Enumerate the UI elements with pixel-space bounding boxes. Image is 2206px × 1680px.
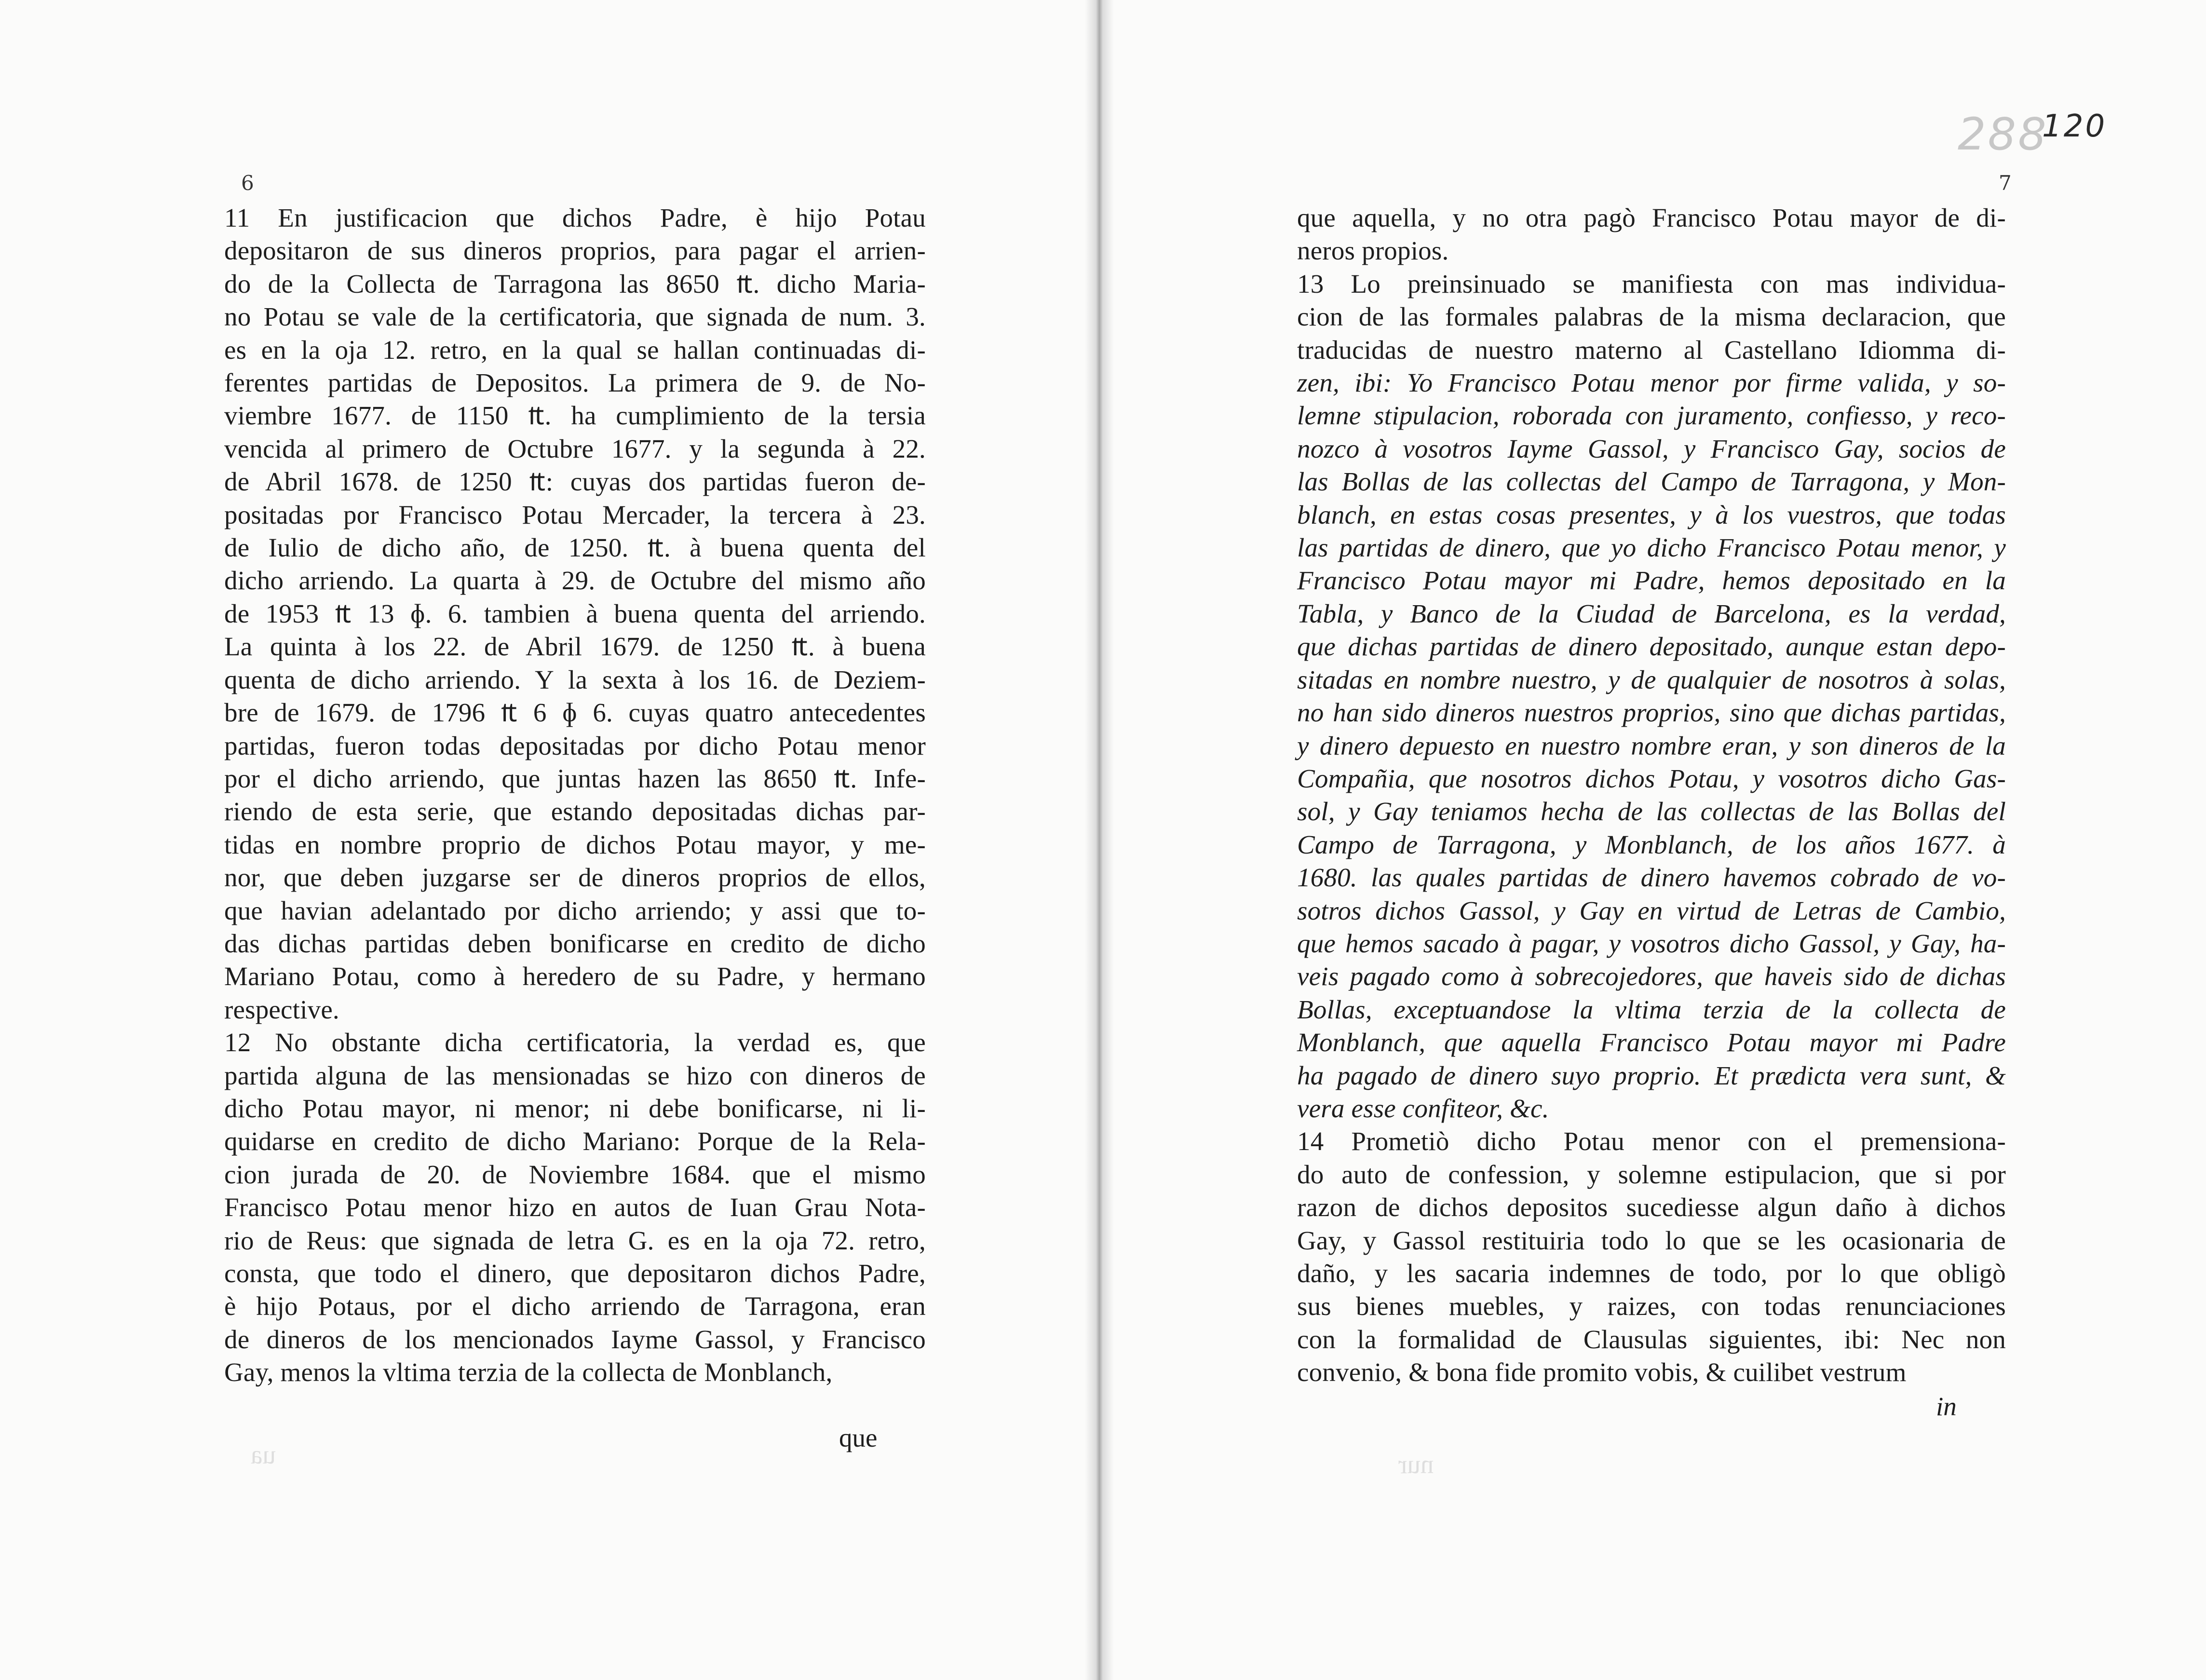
left_page-line: partidas, fueron todas depositadas por dicho Potau menor <box>224 731 926 760</box>
left_page-line: 11 En justificacion que dichos Padre, è hijo Potau <box>224 203 926 232</box>
right_page-line: y dinero depuesto en nuestro nombre eran, y son dineros de la <box>1297 731 2006 760</box>
left_page-line: 12 No obstante dicha certificatoria, la verdad es, que <box>224 1028 926 1057</box>
page-number-right: 7 <box>1999 171 2012 195</box>
book-gutter <box>1085 0 1114 1680</box>
left_page-line: respective. <box>224 994 339 1024</box>
left_page-line: de 1953 ₶ 13 ɸ. 6. tambien à buena quenta del arriendo. <box>224 598 926 628</box>
right_page-line: Monblanch, que aquella Francisco Potau mayor mi Padre <box>1297 1028 2006 1057</box>
left_page-line: no Potau se vale de la certificatoria, que signada de num. 3. <box>224 302 926 332</box>
left_page-line: quidarse en credito de dicho Mariano: Porque de la Rela- <box>224 1126 926 1156</box>
left_page-line: de Iulio de dicho año, de 1250. ₶. à buena quenta del <box>224 533 926 563</box>
right_page-line: Campo de Tarragona, y Monblanch, de los años 1677. à <box>1297 829 2006 859</box>
left_page-line: partida alguna de las mensionadas se hizo con dineros de <box>224 1060 926 1090</box>
right_page-line: que hemos sacado à pagar, y vosotros dicho Gassol, y Gay, ha- <box>1297 928 2006 958</box>
left_page-line: Gay, menos la vltima terzia de la collecta de Monblanch, <box>224 1357 833 1387</box>
page-number-left: 6 <box>241 171 254 195</box>
right_page-line: razon de dichos depositos sucediesse algun daño à dichos <box>1297 1192 2006 1222</box>
left_page-line: das dichas partidas deben bonificarse en credito de dicho <box>224 928 926 958</box>
right_page-line: sotros dichos Gassol, y Gay en virtud de Letras de Cambio, <box>1297 895 2006 925</box>
left_page-line: por el dicho arriendo, que juntas hazen las 8650 ₶. Infe- <box>224 763 926 793</box>
right_page-line: 14 Prometiò dicho Potau menor con el premensiona- <box>1297 1126 2006 1156</box>
left_page-line: positadas por Francisco Potau Mercader, la tercera à 23. <box>224 500 926 529</box>
left_page-line: cion jurada de 20. de Noviembre 1684. que el mismo <box>224 1159 926 1189</box>
right_page-line: ha pagado de dinero suyo proprio. Et prædicta vera sunt, & <box>1297 1060 2006 1090</box>
left_page-line: è hijo Potaus, por el dicho arriendo de Tarragona, eran <box>224 1291 926 1321</box>
left_page-line: es en la oja 12. retro, en la qual se hallan continuadas di- <box>224 335 926 365</box>
right_page-line: nozco à vosotros Iayme Gassol, y Francisco Gay, socios de <box>1297 434 2006 463</box>
left_page-line: nor, que deben juzgarse ser de dineros proprios de ellos, <box>224 863 926 893</box>
right_page-line: que dichas partidas de dinero depositado, aunque estan depo- <box>1297 632 2006 662</box>
right_page-line: sol, y Gay teniamos hecha de las collectas de las Bollas del <box>1297 797 2006 826</box>
right_page-line: 13 Lo preinsinuado se manifiesta con mas individua- <box>1297 269 2006 298</box>
right_page-line: vera esse confiteor, &c. <box>1297 1093 1549 1123</box>
right-page-text <box>1297 202 2006 1389</box>
right_page-line: no han sido dineros nuestros proprios, sino que dichas partidas, <box>1297 698 2006 728</box>
archive-mark-faint: 288 <box>1958 108 2048 160</box>
right_page-line: neros propios. <box>1297 236 1449 266</box>
right_page-line: traducidas de nuestro materno al Castellano Idiomma di- <box>1297 335 2006 365</box>
right_page-line: convenio, & bona fide promito vobis, & cuilibet vestrum <box>1297 1357 1907 1387</box>
left_page-line: ferentes partidas de Depositos. La primera de 9. de No- <box>224 368 926 398</box>
right_page-line: sus bienes muebles, y raizes, con todas renunciaciones <box>1297 1291 2006 1321</box>
left_page-line: depositaron de sus dineros proprios, para pagar el arrien- <box>224 236 926 266</box>
left_page-line: bre de 1679. de 1796 ₶ 6 ɸ 6. cuyas quatro antecedentes <box>224 698 926 728</box>
right_page-line: Compañia, que nosotros dichos Potau, y vosotros dicho Gas- <box>1297 763 2006 793</box>
left_page-line: rio de Reus: que signada de letra G. es en la oja 72. retro, <box>224 1225 926 1255</box>
right_page-line: do auto de confession, y solemne estipulacion, que si por <box>1297 1159 2006 1189</box>
left_page-line: vencida al primero de Octubre 1677. y la segunda à 22. <box>224 434 926 463</box>
right_page-line: Tabla, y Banco de la Ciudad de Barcelona, es la verdad, <box>1297 598 2006 628</box>
left_page-line: de dineros de los mencionados Iayme Gassol, y Francisco <box>224 1324 926 1354</box>
left_page-line: riendo de esta serie, que estando depositadas dichas par- <box>224 797 926 826</box>
right_page-line: veis pagado como à sobrecojedores, que haveis sido de dichas <box>1297 962 2006 991</box>
bleed-through: nur <box>1398 1450 1434 1479</box>
left-page-text <box>224 202 926 1389</box>
right_page-line: Bollas, exceptuandose la vltima terzia de la collecta de <box>1297 994 2006 1024</box>
left_page-line: Francisco Potau menor hizo en autos de Iuan Grau Nota- <box>224 1192 926 1222</box>
right_page-line: zen, ibi: Yo Francisco Potau menor por firme valida, y so- <box>1297 368 2006 398</box>
bleed-through: ua <box>251 1440 276 1469</box>
right_page-line: lemne stipulacion, roborada con juramento, confiesso, y reco- <box>1297 401 2006 431</box>
right_page-line: Gay, y Gassol restituiria todo lo que se les ocasionaria de <box>1297 1225 2006 1255</box>
archive-mark: 120 <box>2042 108 2107 144</box>
right_page-line: blanch, en estas cosas presentes, y à los vuestros, que todas <box>1297 500 2006 529</box>
left_page-line: viembre 1677. de 1150 ₶. ha cumplimiento de la tersia <box>224 401 926 431</box>
left_page-line: que havian adelantado por dicho arriendo; y assi que to- <box>224 895 926 925</box>
right_page-line: Francisco Potau mayor mi Padre, hemos depositado en la <box>1297 566 2006 596</box>
left_page-line: dicho Potau mayor, ni menor; ni debe bonificarse, ni li- <box>224 1093 926 1123</box>
right_page-line: las partidas de dinero, que yo dicho Francisco Potau menor, y <box>1297 533 2006 563</box>
left_page-line: tidas en nombre proprio de dichos Potau mayor, y me- <box>224 829 926 859</box>
right_page-line: cion de las formales palabras de la misma declaracion, que <box>1297 302 2006 332</box>
left_page-line: dicho arriendo. La quarta à 29. de Octubre del mismo año <box>224 566 926 596</box>
right_page-line: que aquella, y no otra pagò Francisco Potau mayor de di- <box>1297 203 2006 232</box>
left_page-line: La quinta à los 22. de Abril 1679. de 1250 ₶. à buena <box>224 632 926 662</box>
right_page-line: las Bollas de las collectas del Campo de Tarragona, y Mon- <box>1297 467 2006 497</box>
left_page-line: consta, que todo el dinero, que depositaron dichos Padre, <box>224 1259 926 1288</box>
left_page-line: de Abril 1678. de 1250 ₶: cuyas dos partidas fueron de- <box>224 467 926 497</box>
right_page-line: sitadas en nombre nuestro, y de qualquier de nosotros à solas, <box>1297 664 2006 694</box>
left_page-line: quenta de dicho arriendo. Y la sexta à los 16. de Deziem- <box>224 664 926 694</box>
left-catchword: que <box>839 1423 878 1452</box>
left_page-line: do de la Collecta de Tarragona las 8650 ₶. dicho Maria- <box>224 269 926 298</box>
left_page-line: Mariano Potau, como à heredero de su Padre, y hermano <box>224 962 926 991</box>
right-catchword: in <box>1936 1392 1957 1421</box>
right_page-line: daño, y les sacaria indemnes de todo, por lo que obligò <box>1297 1259 2006 1288</box>
right_page-line: 1680. las quales partidas de dinero havemos cobrado de vo- <box>1297 863 2006 893</box>
right_page-line: con la formalidad de Clausulas siguientes, ibi: Nec non <box>1297 1324 2006 1354</box>
